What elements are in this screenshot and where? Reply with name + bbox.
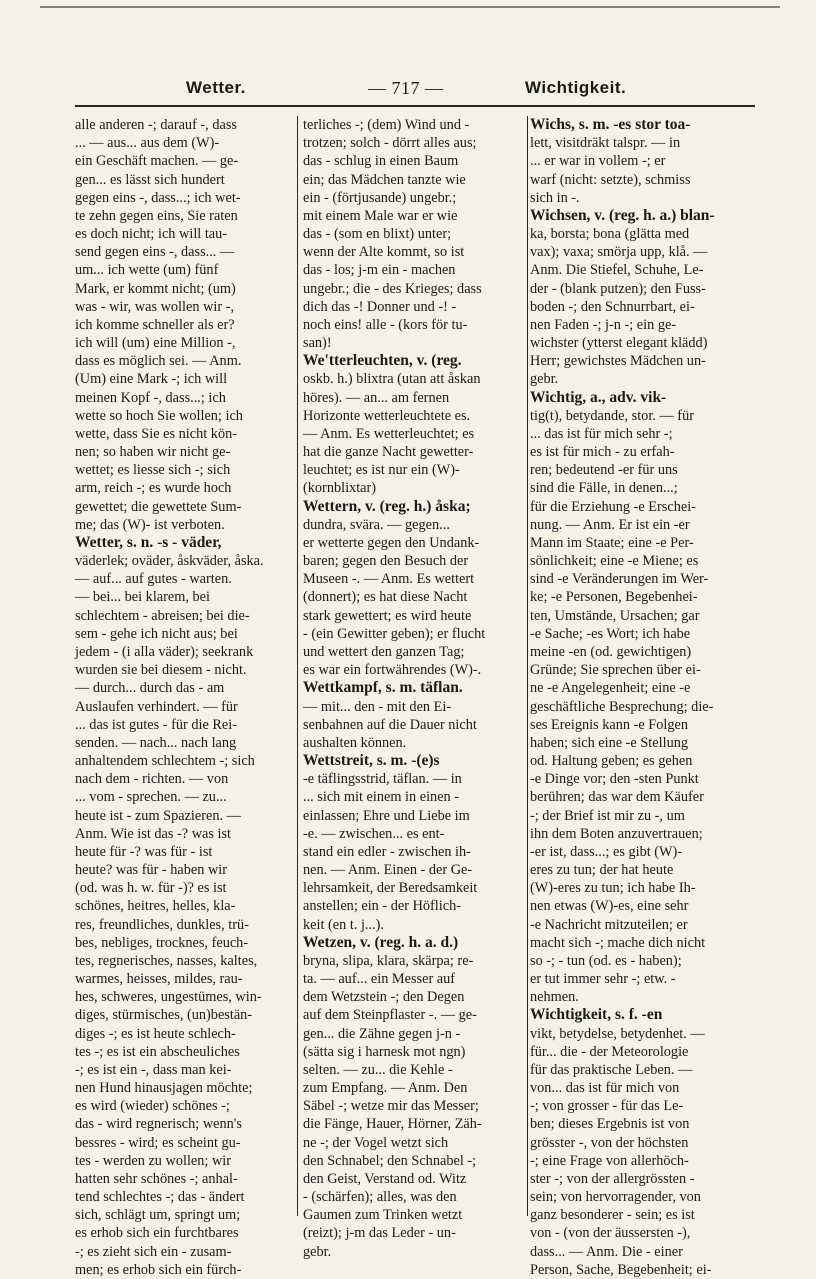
text-line: heute? was für - haben wir <box>75 862 228 879</box>
text-line: Wetter, s. n. -s - väder, <box>75 533 222 551</box>
text-line: sind -e Veränderungen im Wer- <box>530 571 709 588</box>
text-line: te zehn gegen eins, Sie raten <box>75 207 238 224</box>
text-line: (Um) eine Mark -; ich will <box>75 371 228 388</box>
text-line: ne -e Angelegenheit; eine -e <box>530 680 691 697</box>
text-line: es doch nicht; ich will tau- <box>75 226 228 243</box>
text-line: — durch... durch das - am <box>75 680 225 697</box>
text-line: leuchtet; es ist nur ein (W)- <box>303 462 460 479</box>
text-line: Wettern, v. (reg. h.) åska; <box>303 497 471 515</box>
text-line: sind die Fälle, in denen...; <box>530 480 678 497</box>
text-line: dem Wetzstein -; den Degen <box>303 989 465 1006</box>
text-line: warmes, heisses, mildes, rau- <box>75 971 243 988</box>
column-divider-1 <box>297 116 298 1216</box>
text-line: (reizt); j-m das Leder - un- <box>303 1225 456 1242</box>
text-line: ka, borsta; bona (glätta med <box>530 226 690 243</box>
text-line: schlechtem - abreisen; bei die- <box>75 607 250 624</box>
text-line: von - (von der äussersten -), <box>530 1225 691 1242</box>
text-line: -e täflingsstrid, täflan. — in <box>303 771 462 788</box>
header-left-guideword: Wetter. <box>186 78 246 97</box>
text-line: es ist für mich - zu erfah- <box>530 444 675 461</box>
text-line: nen; so haben wir nicht ge- <box>75 444 231 461</box>
text-line: mit einem Male war er wie <box>303 207 458 224</box>
text-line: um... ich wette (um) fünf <box>75 262 219 279</box>
text-line: ne -; der Vogel wetzt sich <box>303 1134 449 1151</box>
column-1 <box>75 116 293 1279</box>
text-line: tig(t), betydande, stor. — für <box>530 407 694 424</box>
text-line: gebr. <box>530 371 559 388</box>
text-line: nen Faden -; j-n -; ein ge- <box>530 316 677 333</box>
text-line: er tut immer sehr -; etw. - <box>530 971 676 988</box>
text-line: das - wird regnerisch; wenn's <box>75 1116 242 1133</box>
text-line: vax); vaxa; smörja upp, klå. — <box>530 244 708 261</box>
text-line: (od. was h. w. für -)? es ist <box>75 880 227 897</box>
text-line: Wichtigkeit, s. f. -en <box>530 1006 663 1024</box>
text-line: gen... es lässt sich hundert <box>75 171 225 188</box>
column-divider-2 <box>527 116 528 1216</box>
text-line: od. Haltung geben; es gehen <box>530 753 693 770</box>
text-line: stark gewettert; es wird heute <box>303 607 472 624</box>
text-line: anhaltendem schlechtem -; sich <box>75 753 255 770</box>
text-line: schönes, heitres, helles, kla- <box>75 898 236 915</box>
text-line: -; von grosser - für das Le- <box>530 1098 684 1115</box>
text-line: Auslaufen verhindert. — für <box>75 698 238 715</box>
text-line: nung. — Anm. Er ist ein -er <box>530 516 690 533</box>
text-line: ke; -e Personen, Begebenhei- <box>530 589 698 606</box>
text-line: gegen eins -, dass...; ich wet- <box>75 189 241 206</box>
text-line: sich in -. <box>530 189 580 206</box>
text-line: für die Erziehung -e Erschei- <box>530 498 696 515</box>
text-line: für das praktische Leben. — <box>530 1061 693 1078</box>
text-line: Wetzen, v. (reg. h. a. d.) <box>303 933 459 951</box>
text-line: ein - (förtjusande) ungebr.; <box>303 189 457 206</box>
text-line: - (schärfen); alles, was den <box>303 1189 457 1206</box>
text-line: anstellen; ein - der Höflich- <box>303 898 461 915</box>
text-line: alle anderen -; darauf -, dass <box>75 117 237 133</box>
text-line: er wetterte gegen den Undank- <box>303 534 480 551</box>
text-line: eres zu tun; der hat heute <box>530 862 674 879</box>
text-line: ein; das Mädchen tanzte wie <box>303 171 466 188</box>
text-line: zum Empfang. — Anm. Den <box>303 1080 468 1097</box>
text-line: ta. — auf... ein Messer auf <box>303 971 456 988</box>
text-line: so -; - tun (od. es - haben); <box>530 952 682 969</box>
text-line: Anm. Die Stiefel, Schuhe, Le- <box>530 262 704 279</box>
text-line: tes -; es ist ein abscheuliches <box>75 1043 240 1060</box>
text-line: heute ist - zum Spazieren. — <box>75 807 241 824</box>
text-line: es war ein fortwährendes (W)-. <box>303 662 482 679</box>
text-line: meine -en (od. gewichtigen) <box>530 643 692 660</box>
text-line: haben; sich eine -e Stellung <box>530 734 689 751</box>
text-line: Wettkampf, s. m. täflan. <box>303 679 463 697</box>
text-line: ben; dieses Ergebnis ist von <box>530 1116 690 1133</box>
text-line: We'tterleuchten, v. (reg. <box>303 352 462 370</box>
text-line: dundra, svära. — gegen... <box>303 516 450 533</box>
text-line: väderlek; oväder, åskväder, åska. <box>75 553 264 570</box>
text-line: ... das ist gutes - für die Rei- <box>75 716 237 733</box>
text-line: (sätta sig i harnesk mot ngn) <box>303 1043 466 1060</box>
text-line: — mit... den - mit den Ei- <box>303 698 452 715</box>
text-line: hat die ganze Nacht gewetter- <box>303 444 474 461</box>
text-line: sönlichkeit; eine -e Miene; es <box>530 553 699 570</box>
text-line: lett, visitdräkt talspr. — in <box>530 135 681 152</box>
text-line: baren; gegen den Besuch der <box>303 553 469 570</box>
text-line: Mann im Staate; eine -e Per- <box>530 534 694 551</box>
text-line: es wird (wieder) schönes -; <box>75 1098 230 1115</box>
text-line: keit (en t. j...). <box>303 916 384 933</box>
text-line: ich will (um) eine Million -, <box>75 335 236 352</box>
text-line: noch eins! alle - (kors för tu- <box>303 316 468 333</box>
text-line: ten, Umstände, Ursachen; gar <box>530 607 700 624</box>
text-line: sich, schlägt um, springt um; <box>75 1207 241 1224</box>
text-line: jedem - (i alla väder); seekrank <box>75 643 254 660</box>
text-line: ster -; von der allergrössten - <box>530 1170 695 1187</box>
text-line: diges, stürmisches, (un)bestän- <box>75 1007 253 1024</box>
text-line: -e Sache; -es Wort; ich habe <box>530 625 691 642</box>
text-line: geschäftliche Besprechung; die- <box>530 698 714 715</box>
text-line: dass es möglich sei. — Anm. <box>75 353 242 370</box>
text-line: hatten sehr schönes -; anhal- <box>75 1170 238 1187</box>
text-line: was - wir, was wollen wir -, <box>75 298 235 315</box>
text-line: Gründe; Sie sprechen über ei- <box>530 662 701 679</box>
text-line: lehrsamkeit, der Beredsamkeit <box>303 880 478 897</box>
text-line: nen. — Anm. Einen - der Ge- <box>303 862 473 879</box>
text-line: men; es erhob sich ein fürch- <box>75 1261 242 1278</box>
text-line: (donnert); es hat diese Nacht <box>303 589 468 606</box>
text-line: gewettet; die gewettete Sum- <box>75 498 242 515</box>
text-line: ich komme schneller als er? <box>75 316 235 333</box>
text-line: höres). — an... am fernen <box>303 389 450 406</box>
text-line: wette so hoch Sie wollen; ich <box>75 407 243 424</box>
text-line: hes, schweres, ungestümes, win- <box>75 989 262 1006</box>
text-line: bessres - wird; es scheint gu- <box>75 1134 241 1151</box>
text-line: Wichtig, a., adv. vik- <box>530 388 667 406</box>
text-line: send gegen eins -, dass... — <box>75 244 235 261</box>
text-line: ganz besonderer - sein; es ist <box>530 1207 695 1224</box>
text-line: ... er war in vollem -; er <box>530 153 666 170</box>
text-line: warf (nicht: setzte), schmiss <box>530 171 691 188</box>
text-line: -; es zieht sich ein - zusam- <box>75 1243 232 1260</box>
text-line: nen Hund hinausjagen möchte; <box>75 1080 253 1097</box>
text-line: dich das -! Donner und -! - <box>303 298 457 315</box>
text-line: das - (som en blixt) unter; <box>303 226 452 243</box>
text-line: stand ein edler - zwischen ih- <box>303 843 471 860</box>
text-line: -; der Brief ist mir zu -, um <box>530 807 685 824</box>
text-line: dass... — Anm. Die - einer <box>530 1243 683 1260</box>
text-line: ... — aus... aus dem (W)- <box>75 135 220 152</box>
text-line: ihn dem Boten anzuvertrauen; <box>530 825 703 842</box>
page-number: — 717 — <box>368 78 444 98</box>
text-line: Horizonte wetterleuchtete es. <box>303 407 471 424</box>
text-line: auf dem Steinpflaster -. — ge- <box>303 1007 477 1024</box>
text-line: -e Nachricht mitzuteilen; er <box>530 916 688 933</box>
text-line: ses Ereignis kann -e Folgen <box>530 716 689 733</box>
text-line: für... die - der Meteorologie <box>530 1043 689 1060</box>
text-line: gen... die Zähne gegen j-n - <box>303 1025 461 1042</box>
text-line: meinen Kopf -, dass...; ich <box>75 389 226 406</box>
text-line: — auf... auf gutes - warten. <box>75 571 232 588</box>
text-line: senden. — nach... nach lang <box>75 734 237 751</box>
text-line: - (ein Gewitter geben); er flucht <box>303 625 486 642</box>
text-line: Wettstreit, s. m. -(e)s <box>303 752 440 770</box>
text-line: (kornblixtar) <box>303 480 377 497</box>
text-line: Wichsen, v. (reg. h. a.) blan- <box>530 206 715 224</box>
text-line: Person, Sache, Begebenheit; ei- <box>530 1261 712 1278</box>
text-line: wurden sie bei diesem - nicht. <box>75 662 247 679</box>
text-line: tend schlechtes -; das - ändert <box>75 1189 245 1206</box>
text-line: den Schnabel; den Schnabel -; <box>303 1152 477 1169</box>
text-line: Wichs, s. m. -es stor toa- <box>530 116 691 133</box>
header-rule <box>75 105 755 107</box>
text-line: berühren; das war dem Käufer <box>530 789 704 806</box>
header-right-guideword: Wichtigkeit. <box>525 78 627 97</box>
text-line: den Geist, Verstand od. Witz <box>303 1170 467 1187</box>
text-line: wettet; es liesse sich -; sich <box>75 462 231 479</box>
text-line: Anm. Wie ist das -? was ist <box>75 825 232 842</box>
text-line: tes, regnerisches, nasses, kaltes, <box>75 952 258 969</box>
text-line: — Anm. Es wetterleuchtet; es <box>303 425 475 442</box>
text-line: Gaumen zum Trinken wetzt <box>303 1207 463 1224</box>
text-line: selten. — zu... die Kehle - <box>303 1061 453 1078</box>
text-line: gebr. <box>303 1243 332 1260</box>
text-line: macht sich -; mache dich nicht <box>530 934 706 951</box>
text-line: san)! <box>303 335 332 352</box>
text-line: einlassen; Ehre und Liebe im <box>303 807 470 824</box>
text-line: (W)-eres zu tun; ich habe Ih- <box>530 880 696 897</box>
text-line: nach dem - richten. — von <box>75 771 229 788</box>
text-line: bryna, slipa, klara, skärpa; re- <box>303 952 474 969</box>
text-line: terliches -; (dem) Wind und - <box>303 117 470 133</box>
text-line: grösster -, von der höchsten <box>530 1134 689 1151</box>
text-line: und wettert den ganzen Tag; <box>303 643 465 660</box>
text-line: Herr; gewichstes Mädchen un- <box>530 353 706 370</box>
column-3 <box>530 116 752 1279</box>
text-line: ungebr.; die - des Krieges; dass <box>303 280 482 297</box>
text-line: wenn der Alte kommt, so ist <box>303 244 465 261</box>
text-line: Mark, er kommt nicht; (um) <box>75 280 236 297</box>
text-line: das - los; j-m ein - machen <box>303 262 456 279</box>
text-line: oskb. h.) blixtra (utan att åskan <box>303 371 481 388</box>
text-line: -er ist, dass...; es gibt (W)- <box>530 843 683 860</box>
text-line: die Fänge, Hauer, Hörner, Zäh- <box>303 1116 482 1133</box>
text-line: das - schlug in einen Baum <box>303 153 459 170</box>
text-line: aushalten können. <box>303 734 407 751</box>
text-line: ... sich mit einem in einen - <box>303 789 460 806</box>
text-line: wette, dass Sie es nicht kön- <box>75 425 237 442</box>
text-line: -e. — zwischen... es ent- <box>303 825 445 842</box>
column-2 <box>303 116 525 1261</box>
text-line: senbahnen auf die Dauer nicht <box>303 716 477 733</box>
text-line: bes, nebliges, trocknes, feuch- <box>75 934 249 951</box>
text-line: nehmen. <box>530 989 579 1006</box>
text-line: boden -; den Schnurrbart, ei- <box>530 298 695 315</box>
text-line: diges -; es ist heute schlech- <box>75 1025 236 1042</box>
top-edge-rule <box>40 6 780 8</box>
text-line: Säbel -; wetze mir das Messer; <box>303 1098 479 1115</box>
text-line: sein; von hervorragender, von <box>530 1189 701 1206</box>
text-line: Museen -. — Anm. Es wettert <box>303 571 475 588</box>
text-line: me; das (W)- ist verboten. <box>75 516 225 533</box>
text-line: nen etwas (W)-es, eine sehr <box>530 898 689 915</box>
text-line: vikt, betydelse, betydenhet. — <box>530 1025 705 1042</box>
text-line: -e Dinge vor; den -sten Punkt <box>530 771 699 788</box>
text-line: res, freundliches, dunkles, trü- <box>75 916 249 933</box>
text-line: der - (blank putzen); den Fuss- <box>530 280 706 297</box>
text-line: arm, reich -; es wurde hoch <box>75 480 232 497</box>
text-line: -; es ist ein -, dass man kei- <box>75 1061 232 1078</box>
text-line: ein Geschäft machen. — ge- <box>75 153 239 170</box>
text-line: -; eine Frage von allerhöch- <box>530 1152 689 1169</box>
text-line: ... das ist für mich sehr -; <box>530 425 673 442</box>
text-line: es erhob sich ein furchtbares <box>75 1225 239 1242</box>
text-line: sem - gehe ich nicht aus; bei <box>75 625 238 642</box>
text-line: ... vom - sprechen. — zu... <box>75 789 227 806</box>
text-line: wichster (ytterst elegant klädd) <box>530 335 708 352</box>
text-line: heute für -? was für - ist <box>75 843 213 860</box>
text-line: — bei... bei klarem, bei <box>75 589 210 606</box>
text-line: trotzen; solch - dörrt alles aus; <box>303 135 477 152</box>
text-line: tes - werden zu wollen; wir <box>75 1152 232 1169</box>
text-line: ren; bedeutend -er für uns <box>530 462 678 479</box>
text-line: von... das ist für mich von <box>530 1080 680 1097</box>
